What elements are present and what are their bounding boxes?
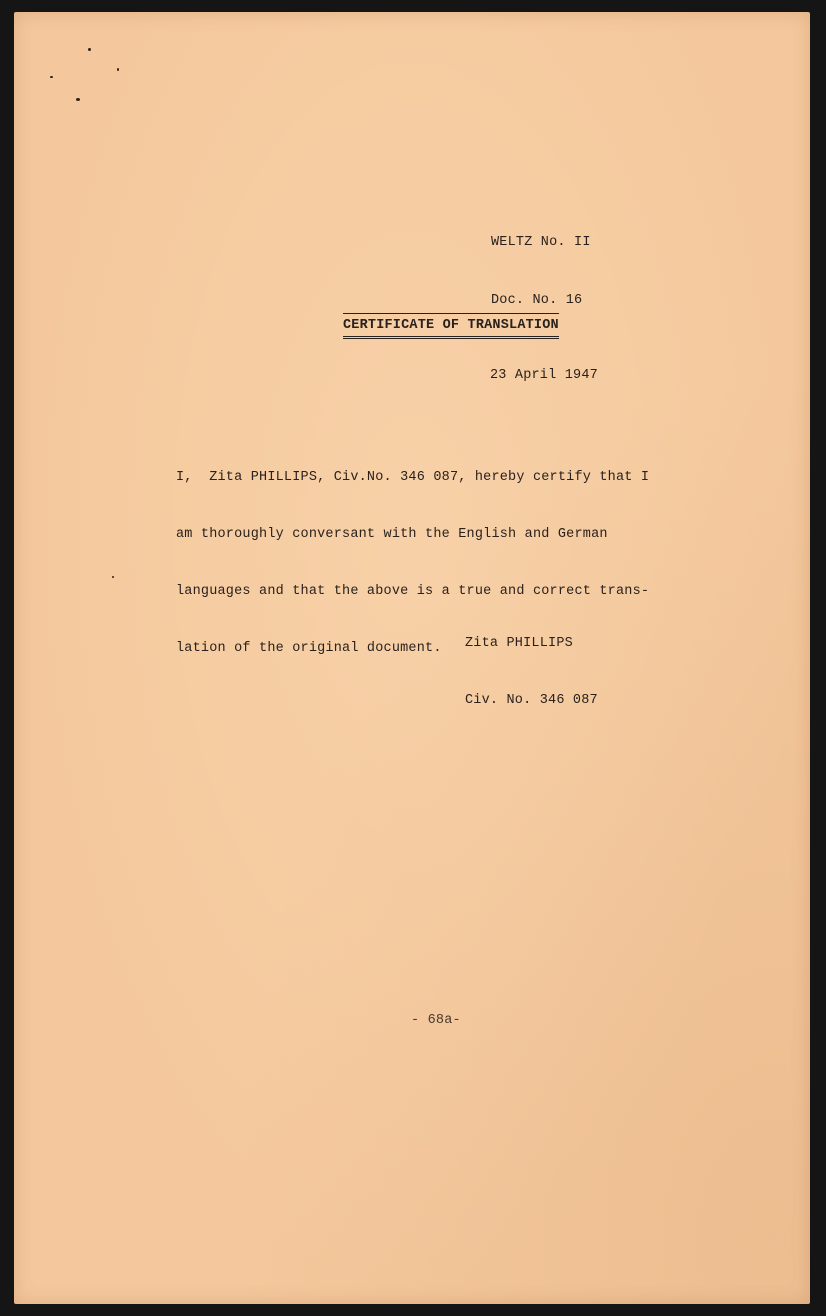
body-line-3: languages and that the above is a true and correct trans- xyxy=(176,584,650,599)
certificate-heading: CERTIFICATE OF TRANSLATION xyxy=(343,313,559,339)
paper-speck xyxy=(117,68,119,71)
body-line-1: I, Zita PHILLIPS, Civ.No. 346 087, hereby certify that I xyxy=(176,470,650,485)
body-line-2: am thoroughly conversant with the English and German xyxy=(176,527,608,542)
signature-civ-no: Civ. No. 346 087 xyxy=(465,693,598,708)
reference-line-1: WELTZ No. II xyxy=(491,235,591,250)
paper-speck xyxy=(50,76,53,78)
reference-line-2: Doc. No. 16 xyxy=(491,293,583,308)
paper-speck xyxy=(88,48,91,51)
certificate-date: 23 April 1947 xyxy=(490,368,598,383)
signature-block xyxy=(465,596,598,748)
paper-speck xyxy=(112,576,114,578)
signature-name: Zita PHILLIPS xyxy=(465,636,573,651)
document-page xyxy=(14,12,810,1304)
page-number: - 68a- xyxy=(411,1013,461,1028)
body-line-4: lation of the original document. xyxy=(176,641,442,656)
paper-speck xyxy=(76,98,80,101)
